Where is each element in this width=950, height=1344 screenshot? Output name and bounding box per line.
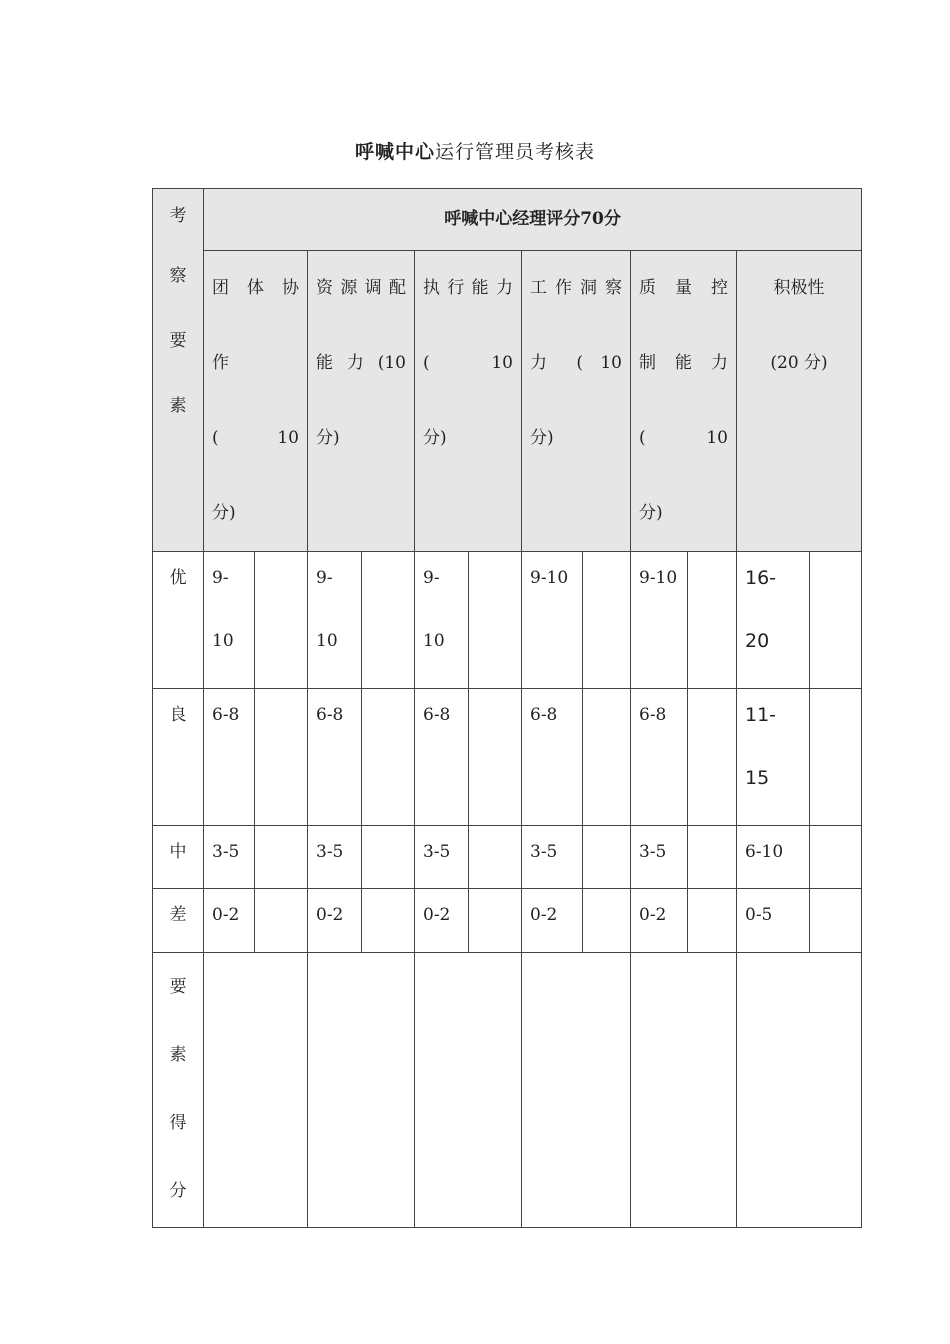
criterion-line: ( 10 bbox=[423, 353, 513, 373]
score-input-cell[interactable] bbox=[362, 826, 415, 889]
score-range-cell bbox=[415, 826, 469, 889]
criterion-line: ( 10 bbox=[212, 428, 299, 448]
criterion-line: 工作洞察 bbox=[530, 278, 622, 298]
score-range-text: 6-8 bbox=[530, 705, 558, 725]
score-range-text: 10 bbox=[423, 631, 445, 651]
score-input-cell[interactable] bbox=[688, 889, 737, 953]
criterion-line: 分) bbox=[316, 428, 340, 448]
score-range-cell bbox=[737, 689, 810, 826]
score-input-cell[interactable] bbox=[688, 689, 737, 826]
row-header-char: 素 bbox=[169, 396, 187, 416]
score-label-char: 要 bbox=[169, 977, 187, 997]
criterion-line: 积极性 bbox=[773, 278, 825, 298]
score-range-cell bbox=[308, 552, 362, 689]
element-score-cell[interactable] bbox=[415, 953, 522, 1228]
grade-row bbox=[153, 552, 862, 689]
score-input-cell[interactable] bbox=[810, 689, 862, 826]
score-range-cell bbox=[737, 552, 810, 689]
score-input-cell[interactable] bbox=[810, 889, 862, 953]
criterion-line: 团 体 协 bbox=[212, 278, 299, 298]
criterion-header bbox=[308, 251, 415, 552]
score-input-cell[interactable] bbox=[362, 689, 415, 826]
element-score-cell[interactable] bbox=[204, 953, 308, 1228]
element-score-cell[interactable] bbox=[308, 953, 415, 1228]
score-input-cell[interactable] bbox=[362, 889, 415, 953]
score-range-text: 6-8 bbox=[423, 705, 451, 725]
score-range-text: 0-2 bbox=[423, 905, 451, 925]
criterion-line: 力 ( 10 bbox=[530, 353, 622, 373]
row-header-char: 要 bbox=[169, 331, 187, 351]
criterion-header bbox=[631, 251, 737, 552]
score-range-cell bbox=[522, 552, 583, 689]
score-input-cell[interactable] bbox=[583, 889, 631, 953]
score-input-cell[interactable] bbox=[583, 552, 631, 689]
score-range-cell bbox=[631, 689, 688, 826]
criterion-line: 能力(10 bbox=[316, 353, 406, 373]
criterion-header bbox=[522, 251, 631, 552]
criterion-line: 分) bbox=[639, 503, 663, 523]
score-range-text: 3-5 bbox=[316, 842, 344, 862]
score-input-cell[interactable] bbox=[688, 552, 737, 689]
score-range-cell bbox=[631, 889, 688, 953]
score-range-text: 0-2 bbox=[639, 905, 667, 925]
score-label-char: 分 bbox=[169, 1181, 187, 1201]
score-range-text: 3-5 bbox=[530, 842, 558, 862]
score-range-text: 0-5 bbox=[745, 905, 773, 925]
score-range-text: 3-5 bbox=[639, 842, 667, 862]
manager-score-header: 呼喊中心经理评分70分 bbox=[204, 189, 862, 251]
grade-row bbox=[153, 826, 862, 889]
score-range-cell bbox=[415, 889, 469, 953]
title-normal-part: 运行管理员考核表 bbox=[435, 141, 596, 163]
grade-row bbox=[153, 689, 862, 826]
assessment-table bbox=[152, 188, 862, 1228]
grade-label: 良 bbox=[153, 689, 204, 826]
score-input-cell[interactable] bbox=[255, 552, 308, 689]
score-range-text: 9- bbox=[212, 568, 229, 588]
score-range-text: 6-8 bbox=[639, 705, 667, 725]
criterion-line: (20 分) bbox=[770, 353, 828, 373]
score-range-text: 10 bbox=[212, 631, 234, 651]
criterion-line: ( 10 bbox=[639, 428, 728, 448]
criterion-line: 分) bbox=[423, 428, 447, 448]
element-score-cell[interactable] bbox=[631, 953, 737, 1228]
criterion-header bbox=[204, 251, 308, 552]
score-range-text: 0-2 bbox=[316, 905, 344, 925]
score-input-cell[interactable] bbox=[810, 552, 862, 689]
score-range-cell bbox=[522, 826, 583, 889]
grade-label: 优 bbox=[153, 552, 204, 689]
score-range-cell bbox=[522, 689, 583, 826]
element-score-cell[interactable] bbox=[737, 953, 862, 1228]
criterion-line: 作 bbox=[212, 353, 229, 373]
score-input-cell[interactable] bbox=[255, 889, 308, 953]
score-range-text: 10 bbox=[316, 631, 338, 651]
score-range-cell bbox=[204, 826, 255, 889]
element-score-label bbox=[153, 953, 204, 1228]
score-range-text: 20 bbox=[745, 630, 770, 652]
row-header-char: 考 bbox=[169, 206, 187, 226]
score-label-char: 素 bbox=[169, 1045, 187, 1065]
score-range-text: 9-10 bbox=[530, 568, 569, 588]
grade-row bbox=[153, 889, 862, 953]
page-title bbox=[0, 137, 950, 164]
score-range-cell bbox=[308, 889, 362, 953]
score-range-text: 6-8 bbox=[212, 705, 240, 725]
score-range-cell bbox=[415, 689, 469, 826]
criterion-line: 资源调配 bbox=[316, 278, 406, 298]
score-input-cell[interactable] bbox=[469, 889, 522, 953]
score-range-text: 9- bbox=[316, 568, 333, 588]
criterion-line: 执行能力 bbox=[423, 278, 513, 298]
score-range-text: 3-5 bbox=[212, 842, 240, 862]
grade-label: 中 bbox=[153, 826, 204, 889]
criterion-line: 分) bbox=[212, 503, 236, 523]
score-input-cell[interactable] bbox=[255, 826, 308, 889]
score-range-cell bbox=[631, 552, 688, 689]
score-input-cell[interactable] bbox=[583, 689, 631, 826]
score-range-cell bbox=[204, 689, 255, 826]
score-range-cell bbox=[737, 889, 810, 953]
score-range-text: 9- bbox=[423, 568, 440, 588]
criterion-line: 分) bbox=[530, 428, 554, 448]
score-range-text: 6-8 bbox=[316, 705, 344, 725]
element-score-cell[interactable] bbox=[522, 953, 631, 1228]
row-header-char: 察 bbox=[169, 266, 187, 286]
score-input-cell[interactable] bbox=[688, 826, 737, 889]
score-input-cell[interactable] bbox=[810, 826, 862, 889]
element-score-row bbox=[153, 953, 862, 1228]
score-range-text: 16- bbox=[745, 567, 777, 589]
score-range-cell bbox=[737, 826, 810, 889]
score-range-text: 0-2 bbox=[530, 905, 558, 925]
score-input-cell[interactable] bbox=[255, 689, 308, 826]
score-input-cell[interactable] bbox=[469, 552, 522, 689]
score-range-text: 6-10 bbox=[745, 842, 784, 862]
criterion-header bbox=[737, 251, 862, 552]
score-range-cell bbox=[308, 689, 362, 826]
score-range-text: 0-2 bbox=[212, 905, 240, 925]
score-input-cell[interactable] bbox=[469, 826, 522, 889]
grade-label: 差 bbox=[153, 889, 204, 953]
score-range-text: 9-10 bbox=[639, 568, 678, 588]
score-range-cell bbox=[204, 889, 255, 953]
score-range-cell bbox=[522, 889, 583, 953]
score-input-cell[interactable] bbox=[469, 689, 522, 826]
score-range-cell bbox=[415, 552, 469, 689]
score-label-char: 得 bbox=[169, 1113, 187, 1133]
criterion-line: 制 能 力 bbox=[639, 353, 728, 373]
score-range-text: 11- bbox=[745, 704, 777, 726]
title-bold-part: 呼喊中心 bbox=[354, 141, 435, 163]
score-range-cell bbox=[308, 826, 362, 889]
score-input-cell[interactable] bbox=[583, 826, 631, 889]
criterion-header bbox=[415, 251, 522, 552]
criterion-line: 质 量 控 bbox=[639, 278, 728, 298]
score-range-cell bbox=[204, 552, 255, 689]
score-input-cell[interactable] bbox=[362, 552, 415, 689]
score-range-cell bbox=[631, 826, 688, 889]
score-range-text: 3-5 bbox=[423, 842, 451, 862]
score-range-text: 15 bbox=[745, 767, 770, 789]
criteria-row-header bbox=[153, 189, 204, 552]
